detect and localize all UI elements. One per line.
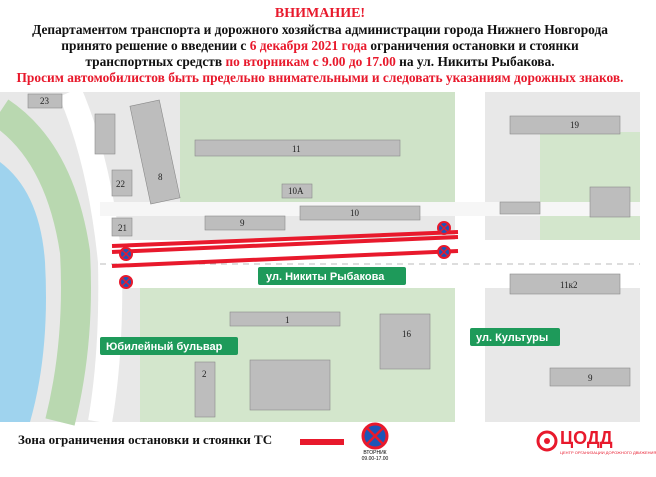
- legend-sign-day: ВТОРНИК: [363, 450, 387, 456]
- no-stopping-sign-icon: [438, 246, 450, 258]
- bnum-1: 1: [285, 315, 290, 325]
- notice-line-2-post: ограничения остановки и стоянки: [367, 38, 579, 53]
- notice-warning: Просим автомобилистов быть предельно внимательными и следовать указаниям дорожных знаков.: [16, 70, 624, 85]
- codd-logo: [536, 428, 656, 462]
- building-east-corner: [590, 187, 630, 217]
- codd-logo-subtitle: ЦЕНТР ОРГАНИЗАЦИИ ДОРОЖНОГО ДВИЖЕНИЯ: [560, 450, 656, 455]
- codd-logo-text: ЦОДД: [560, 428, 613, 448]
- street-map: [0, 92, 640, 422]
- legend-sign-time: 09.00-17.00: [361, 456, 389, 462]
- bnum-9a: 9: [240, 218, 245, 228]
- street-label-kultury: [470, 328, 560, 346]
- bnum-16: 16: [402, 329, 411, 339]
- bnum-19: 19: [570, 120, 579, 130]
- legend-label: Зона ограничения остановки и стоянки ТС: [18, 432, 273, 447]
- building-10: [300, 206, 420, 220]
- building-tall-west: [95, 114, 115, 154]
- street-label-yubileyny: [100, 337, 238, 355]
- bnum-23: 23: [40, 96, 49, 106]
- street-label-nikity-rybakova: [258, 267, 406, 285]
- bnum-10a: 10А: [288, 186, 304, 196]
- building-9a: [205, 216, 285, 230]
- building-16: [380, 314, 430, 369]
- codd-logo-icon: [536, 430, 558, 452]
- svg-text:ул. Культуры: ул. Культуры: [476, 332, 549, 344]
- legend-sign: [355, 418, 395, 468]
- notice-line-3-post: на ул. Никиты Рыбакова.: [395, 54, 555, 69]
- svg-text:ул. Никиты Рыбакова: ул. Никиты Рыбакова: [266, 271, 385, 283]
- bnum-11: 11: [292, 144, 301, 154]
- notice-title: ВНИМАНИЕ!: [274, 6, 366, 21]
- notice-line-2-pre: принято решение о введении с: [61, 38, 250, 53]
- no-stopping-sign-icon: [438, 222, 450, 234]
- legend-sign-caption: [355, 450, 395, 462]
- legend-red-line: [300, 439, 344, 445]
- no-stopping-sign-icon: [120, 276, 132, 288]
- bnum-8: 8: [158, 172, 163, 182]
- bnum-11k2: 11к2: [560, 280, 578, 290]
- bnum-2: 2: [202, 369, 207, 379]
- building-east-small: [500, 202, 540, 214]
- bnum-9b: 9: [588, 373, 593, 383]
- no-stopping-sign-icon: [120, 248, 132, 260]
- building-19: [510, 116, 620, 134]
- notice-line-2: [0, 38, 640, 54]
- notice-date: 6 декабря 2021 года: [249, 38, 368, 53]
- bnum-22: 22: [116, 179, 125, 189]
- bnum-21: 21: [118, 223, 127, 233]
- building-school: [250, 360, 330, 410]
- bnum-10: 10: [350, 208, 359, 218]
- notice-line-1: Департаментом транспорта и дорожного хозяйства администрации города Нижнего Новгорода: [32, 22, 608, 37]
- notice-line-3: [0, 54, 640, 70]
- svg-text:Юбилейный бульвар: Юбилейный бульвар: [106, 341, 223, 353]
- notice-time: по вторникам с 9.00 до 17.00: [225, 54, 396, 69]
- notice-line-3-pre: транспортных средств: [85, 54, 226, 69]
- notice-header: [0, 0, 640, 92]
